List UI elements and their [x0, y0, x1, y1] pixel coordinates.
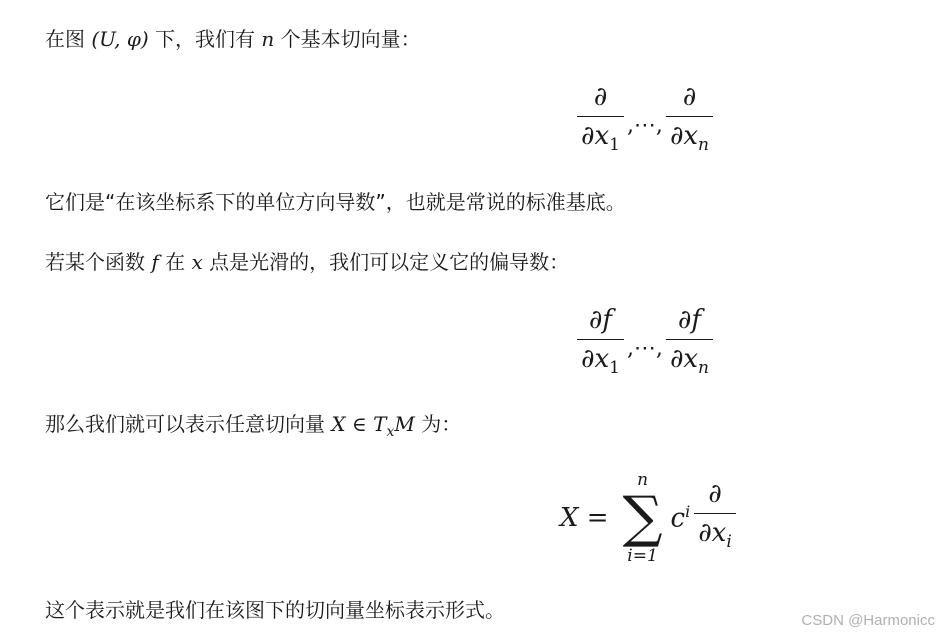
paragraph-1 — [45, 25, 421, 53]
p1-text-post: 个基本切向量： — [280, 27, 421, 51]
eq3-coefficient — [671, 502, 691, 534]
csdn-watermark: CSDN @Harmonicc — [801, 612, 935, 629]
paragraph-4 — [45, 410, 461, 446]
eq2-right-numerator: ∂f — [677, 305, 701, 335]
eq3-lhs: X = — [560, 503, 609, 533]
eq2-left-den-text: ∂x — [581, 344, 610, 374]
eq2-right-den-text: ∂x — [669, 344, 699, 374]
p1-text-mid: 下，我们有 — [155, 27, 256, 51]
eq1-right-den-text: ∂x — [669, 121, 699, 151]
eq3-coef-sup: i — [685, 502, 691, 522]
p4-text-post: 为： — [421, 412, 462, 436]
p4-math-main: X ∈ T — [331, 412, 387, 436]
eq3-den-sub: i — [726, 532, 732, 552]
eq2-right-den-sub: n — [698, 358, 709, 378]
p3-f-symbol: f — [151, 250, 159, 274]
p4-tangent-space-notation — [331, 412, 415, 440]
eq1-separator: ,⋯, — [626, 113, 663, 138]
p1-text-pre: 在图 — [45, 27, 85, 51]
p3-text-pre: 若某个函数 — [45, 250, 145, 274]
p1-n-symbol: n — [261, 27, 275, 51]
eq2-separator: ,⋯, — [626, 336, 663, 361]
eq1-right-denominator — [666, 116, 713, 160]
paragraph-2: 它们是“在该坐标系下的单位方向导数”，也就是常说的标准基底。 — [45, 190, 626, 214]
equation-partial-derivatives — [575, 305, 715, 383]
eq2-left-numerator: ∂f — [588, 305, 612, 335]
eq3-sum-upper: n — [637, 470, 649, 490]
equation-tangent-vector-sum — [560, 470, 738, 566]
eq1-left-den-sub: 1 — [609, 135, 620, 155]
eq1-right-den-sub: n — [698, 135, 709, 155]
eq3-fraction — [694, 479, 736, 557]
p3-text-mid: 在 — [165, 250, 186, 274]
p4-math-sub: x — [386, 424, 395, 440]
p4-math-M: M — [394, 412, 415, 436]
eq1-right-numerator: ∂ — [682, 82, 697, 112]
eq1-fraction-right — [666, 82, 713, 160]
p3-text-post: 点是光滑的，我们可以定义它的偏导数： — [209, 250, 570, 274]
paragraph-5: 这个表示就是我们在该图下的切向量坐标表示形式。 — [45, 598, 505, 622]
eq1-left-den-text: ∂x — [581, 121, 610, 151]
eq3-numerator: ∂ — [708, 479, 722, 509]
eq1-fraction-left — [577, 82, 624, 160]
eq2-left-denominator — [577, 339, 624, 383]
eq1-left-denominator — [577, 116, 624, 160]
eq3-sum-lower: i=1 — [627, 546, 658, 566]
eq1-left-numerator: ∂ — [593, 82, 608, 112]
p1-chart-notation: (U, φ) — [91, 27, 149, 51]
eq3-coef-text: c — [670, 503, 686, 534]
p4-text-pre: 那么我们就可以表示任意切向量 — [45, 412, 325, 436]
equation-basis-vectors — [575, 82, 715, 160]
eq2-right-denominator — [666, 339, 713, 383]
eq3-den-text: ∂x — [698, 518, 727, 548]
eq2-left-den-sub: 1 — [609, 358, 620, 378]
paragraph-3 — [45, 248, 569, 276]
eq3-sigma-symbol: ∑ — [622, 485, 663, 550]
eq2-fraction-left — [577, 305, 624, 383]
eq3-summation — [623, 470, 663, 566]
eq2-fraction-right — [666, 305, 713, 383]
p3-x-symbol: x — [191, 250, 203, 274]
eq3-denominator — [694, 513, 736, 557]
